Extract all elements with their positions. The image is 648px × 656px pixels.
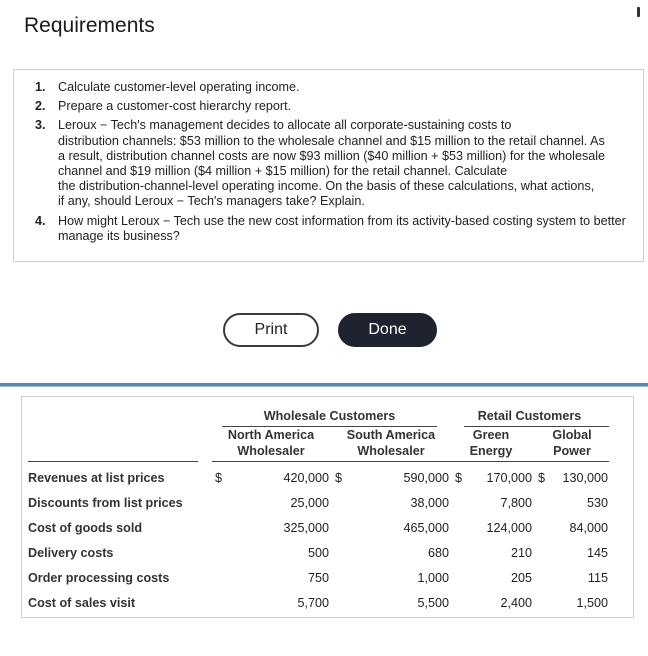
cell-value: 115	[587, 571, 608, 585]
section-divider	[0, 383, 648, 387]
cell-value: 124,000	[486, 521, 532, 535]
row-label: Discounts from list prices	[28, 496, 183, 510]
header-underline	[212, 461, 609, 462]
cell-value: 750	[307, 571, 329, 585]
dollar-sign: $	[538, 471, 546, 485]
requirement-number: 4.	[35, 213, 46, 228]
cell-value: 2,400	[500, 596, 532, 610]
customer-data-table	[21, 396, 634, 618]
dollar-sign: $	[455, 471, 463, 485]
requirement-line: the distribution-channel-level operating income. On the basis of these calculations, what actions,	[58, 179, 595, 194]
column-header-line2: Wholesaler	[357, 444, 425, 458]
column-header-line1: North America	[227, 428, 315, 442]
cell-value: 210	[510, 546, 532, 560]
column-header-line2: Power	[553, 444, 591, 458]
cell-value: 170,000	[486, 471, 532, 485]
requirement-item	[24, 118, 633, 209]
group-underline-wholesale	[222, 426, 437, 427]
close-icon[interactable]	[637, 7, 640, 17]
requirement-number: 3.	[35, 118, 46, 133]
requirement-line: Leroux − Tech's management decides to allocate all corporate-sustaining costs to	[58, 118, 512, 133]
requirement-number: 1.	[35, 80, 46, 94]
cell-value: 84,000	[569, 521, 608, 535]
group-header-retail: Retail Customers	[477, 409, 582, 423]
cell-value: 5,700	[297, 596, 329, 610]
requirement-line: a result, distribution channel costs are now $93 million ($40 million + $53 million) for the wholesale	[58, 148, 606, 163]
dollar-sign: $	[215, 471, 223, 485]
requirement-line: if any, should Leroux − Tech's managers take? Explain.	[58, 194, 365, 209]
cell-value: 680	[427, 546, 449, 560]
cell-value: 38,000	[410, 496, 449, 510]
cell-value: 465,000	[403, 521, 449, 535]
cell-value: 1,500	[576, 596, 608, 610]
cell-value: 1,000	[417, 571, 449, 585]
requirement-line: channel and $19 million ($4 million + $15 million) for the retail channel. Calculate	[58, 164, 508, 179]
page-title: Requirements	[24, 14, 155, 37]
cell-value: 5,500	[417, 596, 449, 610]
requirement-number: 2.	[35, 99, 46, 114]
requirement-item	[24, 214, 633, 244]
cell-value: 130,000	[562, 471, 608, 485]
cell-value: 25,000	[290, 496, 329, 510]
row-label: Order processing costs	[28, 571, 170, 585]
cell-value: 500	[307, 546, 329, 560]
requirement-item	[24, 99, 633, 114]
cell-value: 530	[586, 496, 608, 510]
cell-value: 325,000	[283, 521, 329, 535]
cell-value: 205	[510, 571, 532, 585]
requirement-text: Prepare a customer-cost hierarchy report.	[58, 99, 292, 114]
cell-value: 420,000	[283, 471, 329, 485]
print-button[interactable]: Print	[223, 313, 319, 347]
done-button[interactable]: Done	[338, 313, 437, 347]
requirements-panel	[13, 69, 644, 262]
requirement-line: distribution channels: $53 million to the wholesale channel and $15 million to the retail channel. As	[58, 133, 605, 148]
requirement-line: How might Leroux − Tech use the new cost information from its activity-based costing system to better	[58, 213, 626, 228]
cell-value: 590,000	[403, 471, 449, 485]
requirement-text: Calculate customer-level operating income.	[58, 80, 300, 94]
requirement-item	[24, 80, 633, 95]
column-header-line2: Energy	[469, 444, 513, 458]
row-label: Delivery costs	[28, 546, 114, 560]
row-label: Cost of goods sold	[28, 521, 143, 535]
column-header-line2: Wholesaler	[237, 444, 305, 458]
column-header-line1: Global	[552, 428, 592, 442]
cell-value: 7,800	[500, 496, 532, 510]
row-label: Cost of sales visit	[28, 596, 136, 610]
group-underline-retail	[464, 426, 609, 427]
requirement-line: manage its business?	[58, 228, 180, 243]
column-header-line1: South America	[346, 428, 436, 442]
dollar-sign: $	[335, 471, 343, 485]
row-label: Revenues at list prices	[28, 471, 165, 485]
column-header-line1: Green	[472, 428, 510, 442]
cell-value: 145	[586, 546, 608, 560]
group-header-wholesale: Wholesale Customers	[263, 409, 396, 423]
header-underline	[28, 461, 198, 462]
requirements-list	[24, 80, 633, 244]
